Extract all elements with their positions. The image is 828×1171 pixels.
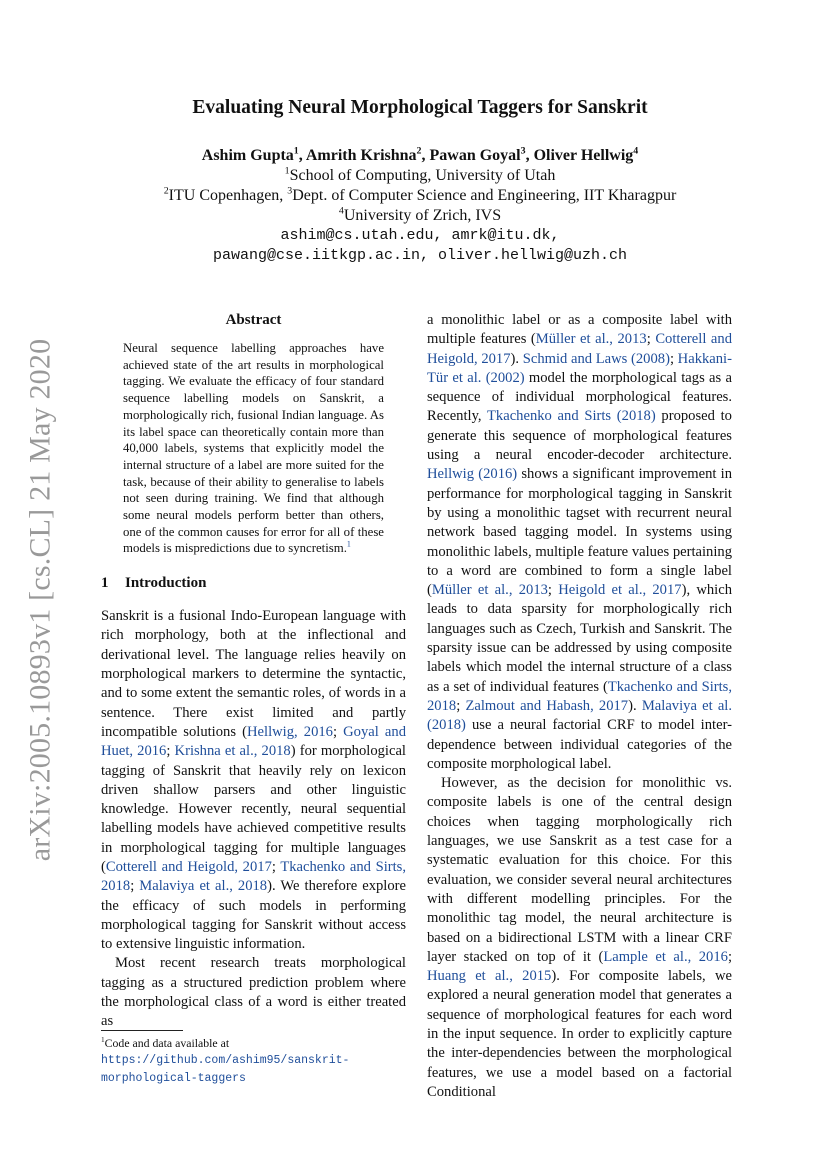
arxiv-stamp-text: arXiv:2005.10893v1 [cs.CL] 21 May 2020 xyxy=(23,338,57,862)
footnote-rule xyxy=(101,1030,183,1031)
footnote-marker: 1 xyxy=(101,1035,105,1045)
footnote-text: Code and data available at xyxy=(104,1036,230,1050)
email-line-1: ashim@cs.utah.edu, amrk@itu.dk, xyxy=(280,227,560,244)
left-column xyxy=(101,310,406,1032)
section-heading-introduction xyxy=(101,573,406,593)
intro-paragraph-4: However, as the decision for monolithic vs. composite labels is one of the central design choices when tagging morphologically rich languages, we use Sanskrit as a test case for a systematic evaluation for this choice. For this evaluation, we consider several neural architectures with different modelling principles. For the monolithic tag model, the neural architecture is based on a bidirectional LSTM with a linear CRF layer stacked on top of it (Lample et al., 2016; Huang et al., 2015). For composite labels, we explored a neural generation model that generates a sequence of morphological features for each word in the input sequence. In order to explicitly capture the inter-dependencies between the morphological features, we use a model based on a factorial Conditional xyxy=(427,775,732,1100)
intro-paragraph-3: a monolithic label or as a composite label with multiple features (Müller et al., 2013; Cotterell and Heigold, 2017). Schmid and Laws (2008); Hakkani-Tür et al. (2002) model the morphological tags as a sequence of individual morphological features. Recently, Tkachenko and Sirts (2018) proposed to generate this sequence of morphological features using a neural encoder-decoder architecture. Hellwig (2016) shows a significant improvement in performance for morphological tagging in Sanskrit by using a monolithic tagset with recurrent neural network based tagging model. In systems using monolithic labels, multiple feature values pertaining to a word are combined to form a single label (Müller et al., 2013; Heigold et al., 2017), which leads to data sparsity for morphologically rich languages such as Czech, Turkish and Sanskrit. The sparsity issue can be addressed by using composite labels which model the internal structure of a class as a set of individual features (Tkachenko and Sirts, 2018; Zalmout and Habash, 2017). Malaviya et al. (2018) use a neural factorial CRF to model inter-dependence between individual categories of the composite morphological label. xyxy=(427,312,733,772)
affiliation-1: $^1$School of Computing, University of Utah xyxy=(284,165,556,184)
email-line-2: pawang@cse.iitkgp.ac.in, oliver.hellwig@uzh.ch xyxy=(212,247,628,264)
intro-paragraph-2: Most recent research treats morphological tagging as a structured prediction problem where the morphological class of a word is either treated as xyxy=(101,955,406,1030)
footnote xyxy=(101,1035,406,1087)
abstract-heading: Abstract xyxy=(225,312,282,328)
author-names: Ashim Gupta$^1$, Amrith Krishna$^2$, Pawan Goyal$^3$, Oliver Hellwig$^4$ xyxy=(201,145,639,164)
arxiv-stamp xyxy=(20,338,60,862)
section-number: 1 xyxy=(101,575,109,592)
intro-paragraph-1: Sanskrit is a fusional Indo-European language with rich morphology, both at the inflectional and derivational level. The language relies heavily on morphological markers to determine the syntactic, and to some extent the semantic roles, of words in a sentence. There exist limited and partly incompatible solutions (Hellwig, 2016; Goyal and Huet, 2016; Krishna et al., 2018) for morphological tagging of Sanskrit that heavily rely on lexicon driven shallow parsers and other linguistic knowledge. However recently, neural sequential labelling models have achieved competitive results in morphological tagging for multiple languages (Cotterell and Heigold, 2017; Tkachenko and Sirts, 2018; Malaviya et al., 2018). We therefore explore the efficacy of such models in performing morphological tagging for Sanskrit without access to extensive linguistic information. xyxy=(101,608,407,953)
paper-title: Evaluating Neural Morphological Taggers for Sanskrit xyxy=(192,97,648,118)
right-column xyxy=(427,311,732,1102)
affiliation-2: $^2$ITU Copenhagen, $^3$Dept. of Computer Science and Engineering, IIT Kharagpur xyxy=(163,185,677,204)
footnote-url-link[interactable]: https://github.com/ashim95/sanskrit-morphological-taggers xyxy=(101,1054,350,1085)
section-title: Introduction xyxy=(125,575,207,592)
author-block xyxy=(100,146,740,266)
affiliation-3: $^4$University of Zrich, IVS xyxy=(338,205,502,224)
abstract-body: Neural sequence labelling approaches have achieved state of the art results in morphological tagging. We evaluate the efficacy of four standard sequence labelling models on Sanskrit, a morphologically rich, fusional Indian language. As its label space can theoretically contain more than 40,000 labels, systems that explicitly model the internal structure of a label are more suited for the task, because of their ability to generalise to labels not seen during training. We find that although some neural models perform better than others, one of the common causes for error for all of these models is mispredictions due to syncretism.$^1$ xyxy=(123,341,384,556)
